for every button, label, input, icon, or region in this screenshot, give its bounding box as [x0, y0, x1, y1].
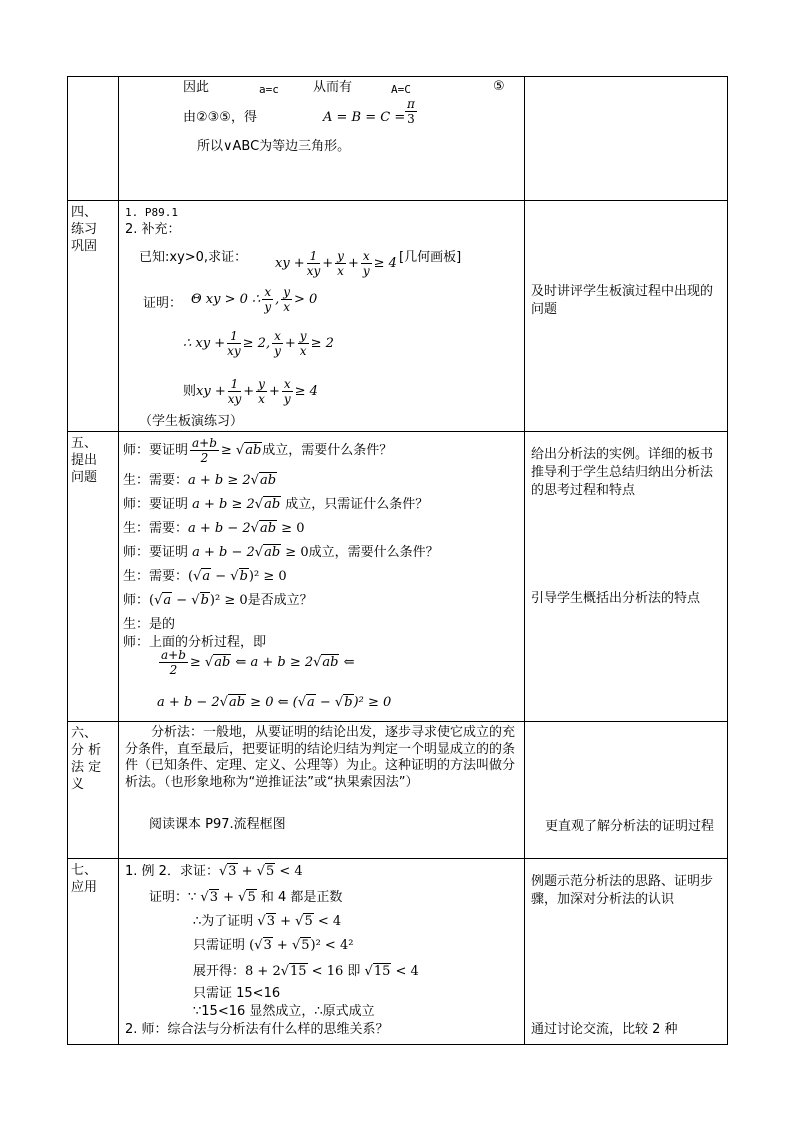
table-row — [68, 859, 728, 1045]
proof-step-1: Θ xy > 0 ∴ $\frac{x}{y}$ , $\frac{y}{x}$ > 0 — [191, 285, 318, 314]
exercise-item-2: 2. 补充： — [125, 222, 181, 237]
dialogue-line: 师：要证明 $\frac{a+b}{2}$ ≥ √ab成立，需要什么条件？ — [123, 436, 393, 465]
teaching-note: 给出分析法的实例。详细的板书推导利于学生总结归纳出分析法的思考过程和特点 — [531, 447, 714, 498]
analysis-chain-1: $\frac{a+b}{2}$ ≥ √ab ⇐ a + b ≥ 2√ab ⇐ — [161, 648, 355, 677]
example-line: 只需证明 (√3 + √5)² < 4² — [193, 938, 354, 953]
note-cell — [525, 722, 728, 859]
content-cell — [119, 432, 525, 722]
proof-label: 证明： — [143, 296, 183, 311]
note-cell — [525, 201, 728, 432]
section-label: 六、 分 析 法 定 义 — [68, 722, 119, 859]
section-cell — [68, 77, 119, 201]
text-a-eq-c: a=c — [259, 83, 279, 96]
note-cell — [525, 77, 728, 201]
example-line: 1. 例 2．求证：√3 + √5 < 4 — [125, 864, 303, 879]
dialogue-line: 生：需要：a + b ≥ 2√ab — [123, 473, 277, 488]
fraction-pi-3: $\frac{\pi}{3}$ — [407, 97, 415, 126]
section-label: 五、 提出 问题 — [68, 432, 119, 722]
example-line: 展开得：8 + 2√15 < 16 即 √15 < 4 — [193, 964, 419, 979]
dialogue-line: 师：上面的分析过程，即 — [123, 635, 267, 650]
section-label: 四、 练习 巩固 — [68, 201, 119, 432]
teaching-note: 引导学生概括出分析法的特点 — [531, 591, 701, 606]
table-row — [68, 201, 728, 432]
section-label: 七、 应用 — [68, 859, 119, 1045]
example-line: 2. 师：综合法与分析法有什么样的思维关系？ — [125, 1022, 389, 1037]
content-cell — [119, 77, 525, 201]
teaching-note: 通过讨论交流，比较 2 种 — [531, 1022, 678, 1037]
content-cell — [119, 722, 525, 859]
proof-step-2: ∴ xy + $\frac{1}{xy}$ ≥ 2, $\frac{x}{y}$ + $\frac{y}{x}$ ≥ 2 — [183, 329, 334, 358]
text-circled-five: ⑤ — [493, 79, 505, 94]
formula-abc-equal: A = B = C = — [323, 110, 406, 125]
text-from-235: 由②③⑤，得 — [183, 110, 257, 125]
analysis-chain-2: a + b − 2√ab ≥ 0 ⇐ (√a − √b)² ≥ 0 — [157, 695, 392, 710]
dialogue-line: 师：要证明 a + b ≥ 2√ab 成立，只需证什么条件？ — [123, 497, 429, 512]
note-cell — [525, 432, 728, 722]
dialogue-line: 师：(√a − √b)² ≥ 0是否成立？ — [123, 593, 313, 608]
table-row — [68, 432, 728, 722]
teaching-note: 例题示范分析法的思路、证明步骤，加深对分析法的认识 — [531, 874, 714, 907]
tool-label: [几何画板] — [399, 250, 462, 265]
exercise-item-1: 1. P89.1 — [125, 206, 178, 219]
dialogue-line: 生：需要：a + b − 2√ab ≥ 0 — [123, 521, 305, 536]
example-line: 证明：∵ √3 + √5 和 4 都是正数 — [149, 890, 343, 905]
text-equilateral: 所以∨ABC为等边三角形。 — [197, 139, 351, 154]
text-hence: 从而有 — [313, 80, 353, 95]
inequality-to-prove: xy + $\frac{1}{xy}$ + $\frac{y}{x}$ + $\frac{x}{y}$ ≥ 4 — [275, 249, 397, 278]
lesson-plan-table — [67, 76, 728, 1045]
content-cell — [119, 859, 525, 1045]
definition-text: 分析法：一般地，从要证明的结论出发，逐步寻求使它成立的充分条件，直至最后，把要证明的结论归结为判定一个明显成立的的条件（已知条件、定理、定义、公理等）为止。这种证明的方法叫做分析法。（也形象地称为“逆推证法”或“执果索因法”） — [125, 725, 516, 790]
text-therefore: 因此 — [183, 80, 210, 95]
dialogue-line: 师：要证明 a + b − 2√ab ≥ 0成立，需要什么条件？ — [123, 545, 439, 560]
known-condition: 已知:xy>0,求证： — [139, 250, 248, 265]
example-line: 只需证 15<16 — [193, 986, 281, 1001]
teaching-note: 及时讲评学生板演过程中出现的问题 — [531, 284, 714, 317]
teaching-note: 更直观了解分析法的证明过程 — [545, 819, 715, 834]
table-row — [68, 722, 728, 859]
dialogue-line: 生：是的 — [123, 617, 176, 632]
text-A-eq-C: A=C — [391, 83, 411, 96]
example-line: ∴为了证明 √3 + √5 < 4 — [193, 914, 342, 929]
board-practice: （学生板演练习） — [139, 414, 244, 429]
proof-step-3: 则xy + $\frac{1}{xy}$ + $\frac{y}{x}$ + $\frac{x}{y}$ ≥ 4 — [183, 377, 318, 406]
dialogue-line: 生：需要：(√a − √b)² ≥ 0 — [123, 569, 287, 584]
reading-note: 阅读课本 P97.流程框图 — [149, 817, 286, 832]
note-cell — [525, 859, 728, 1045]
content-cell — [119, 201, 525, 432]
table-row — [68, 77, 728, 201]
example-line: ∵15<16 显然成立，∴原式成立 — [193, 1004, 375, 1019]
